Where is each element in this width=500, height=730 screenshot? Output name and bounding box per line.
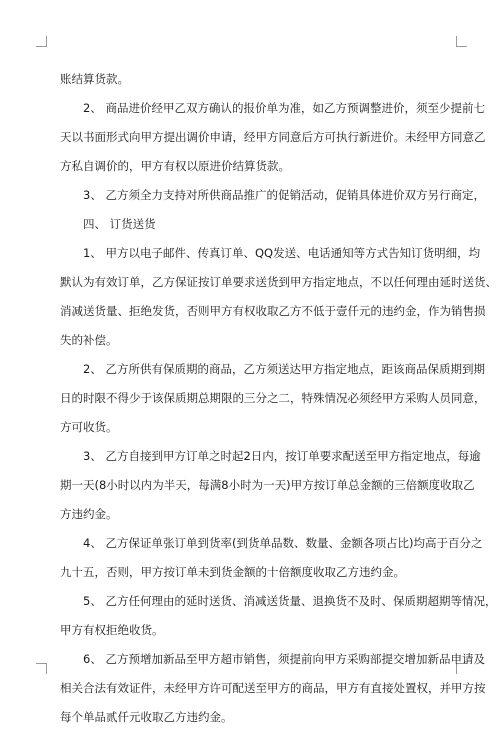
paragraph-line: 5、 乙方任何理由的延时送货、消减送货量、退换货不及时、保质期超期等情况， <box>83 594 497 608</box>
crop-mark-bottom-left <box>36 663 47 674</box>
document-body <box>60 66 497 730</box>
crop-mark-top-right <box>456 36 467 47</box>
paragraph-line: 3、 乙方自接到甲方订单之时起2日内，按订单要求配送至甲方指定地点，每逾 <box>83 449 481 463</box>
paragraph-line: 默认为有效订单，乙方保证按订单要求送货到甲方指定地点，不以任何理由延时送货、 <box>60 275 497 289</box>
paragraph-line: 方私自调价的，甲方有权以原进价结算货款。 <box>60 159 290 173</box>
paragraph-line: 期一天(8小时以内为半天，每满8小时为一天)甲方按订单总金额的三倍额度收取乙 <box>60 478 475 492</box>
paragraph-line: 2、 乙方所供有保质期的商品，乙方须送达甲方指定地点，距该商品保质期到期 <box>83 362 485 376</box>
paragraph-line: 方可收货。 <box>60 420 118 434</box>
paragraph-line: 1、 甲方以电子邮件、传真订单、QQ发送、电话通知等方式告知订货明细，均 <box>83 246 481 260</box>
paragraph-line: 6、 乙方预增加新品至甲方超市销售，须提前向甲方采购部提交增加新品申请及 <box>83 652 485 666</box>
paragraph-line: 甲方有权拒绝收货。 <box>60 623 164 637</box>
paragraph-line: 消减送货量、拒绝发货，否则甲方有权收取乙方不低于壹仟元的违约金，作为销售损 <box>60 304 486 318</box>
paragraph-line: 失的补偿。 <box>60 333 118 347</box>
paragraph-line: 4、 乙方保证单张订单到货率(到货单品数、数量、金额各项占比)均高于百分之 <box>83 536 483 550</box>
paragraph-line: 天以书面形式向甲方提出调价申请，经甲方同意后方可执行新进价。未经甲方同意乙 <box>60 130 486 144</box>
paragraph-line: 每个单品贰仟元收取乙方违约金。 <box>60 710 233 724</box>
paragraph-line: 账结算货款。 <box>60 72 129 86</box>
paragraph-line: 3、 乙方须全力支持对所供商品推广的促销活动，促销具体进价双方另行商定， <box>83 188 485 202</box>
paragraph-line: 九十五，否则，甲方按订单未到货金额的十倍额度收取乙方违约金。 <box>60 565 405 579</box>
crop-mark-top-left <box>36 36 47 47</box>
paragraph-line: 方违约金。 <box>60 507 118 521</box>
paragraph-line: 相关合法有效证件，未经甲方许可配送至甲方的商品，甲方有直接处置权，并甲方按 <box>60 681 486 695</box>
paragraph-line: 日的时限不得少于该保质期总期限的三分之二，特殊情况必须经甲方采购人员同意， <box>60 391 486 405</box>
section-heading: 四、 订货送货 <box>83 217 156 231</box>
paragraph-line: 2、 商品进价经甲乙双方确认的报价单为准，如乙方预调整进价，须至少提前七 <box>83 101 485 115</box>
